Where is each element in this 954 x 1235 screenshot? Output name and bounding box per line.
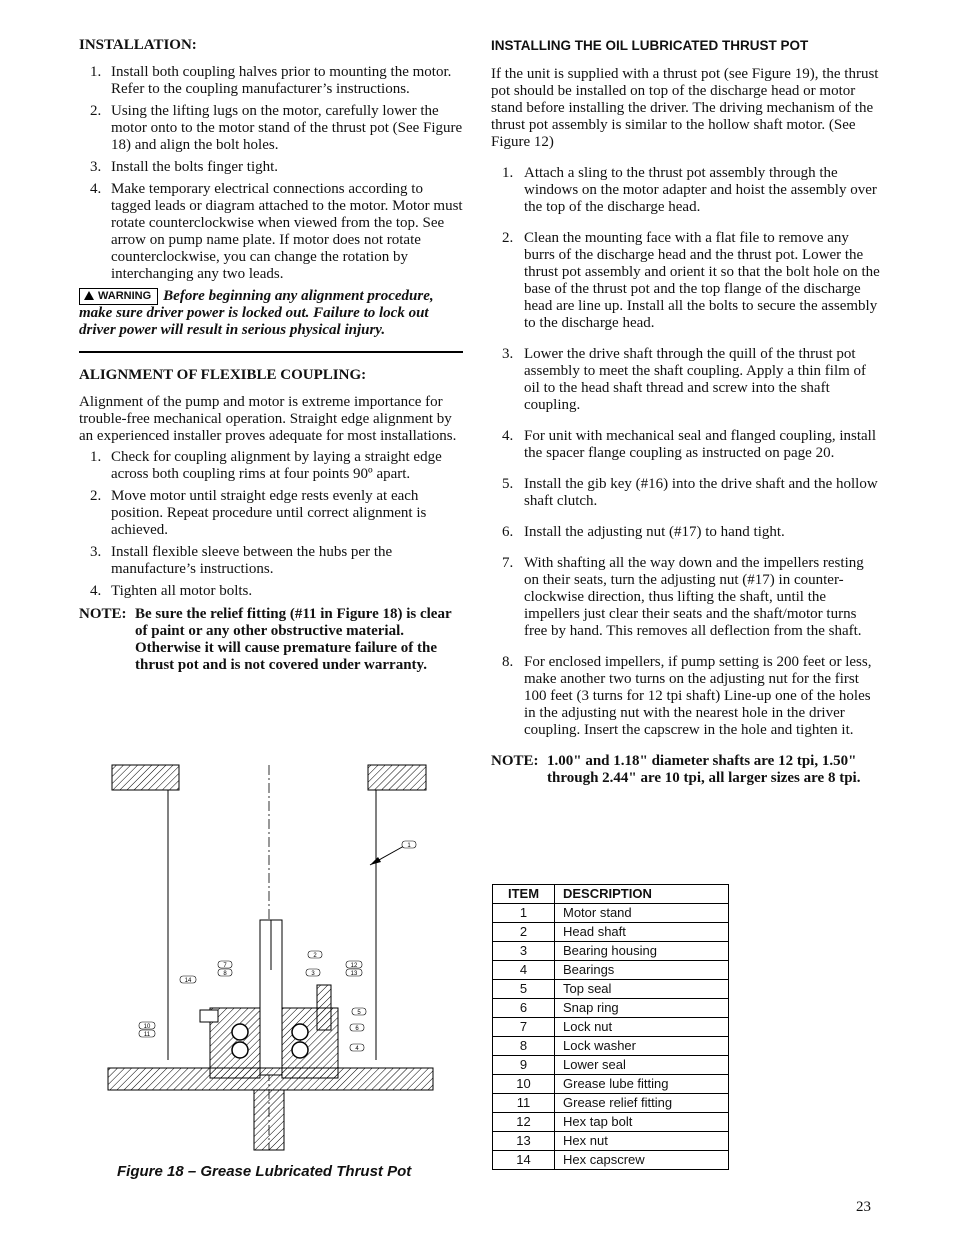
- step-number: 4.: [502, 428, 514, 444]
- grease-lube-fitting: [200, 1010, 218, 1022]
- description-cell: Lower seal: [555, 1056, 729, 1075]
- oil-step: [491, 428, 881, 462]
- step-number: 7.: [502, 555, 514, 571]
- item-cell: 2: [493, 923, 555, 942]
- table-row: [493, 1113, 729, 1132]
- description-cell: Head shaft: [555, 923, 729, 942]
- step-number: 1.: [90, 64, 102, 80]
- oil-step: [491, 230, 881, 332]
- shaft-tpi-note: [491, 753, 881, 787]
- warning-block: [79, 288, 463, 339]
- step-number: 3.: [90, 544, 102, 560]
- step-number: 4.: [90, 583, 102, 599]
- note-label: NOTE:: [491, 753, 539, 769]
- page-number: 23: [856, 1199, 871, 1215]
- step-text: With shafting all the way down and the impellers resting on their seats, turn the adjusting nut (#17) in counter-clockwise direction, thus lifting the shaft, until the impellers just clear their seats and the shaft/motor turns free by hand. This removes all deflection from the shaft.: [524, 555, 864, 639]
- description-cell: Snap ring: [555, 999, 729, 1018]
- column-header-item: ITEM: [493, 885, 555, 904]
- table-row: [493, 923, 729, 942]
- description-cell: Hex nut: [555, 1132, 729, 1151]
- callout-label: 14: [184, 978, 192, 984]
- warning-triangle-icon: [84, 291, 94, 300]
- callout-label: 2: [313, 953, 317, 959]
- item-cell: 13: [493, 1132, 555, 1151]
- table-row: [493, 942, 729, 961]
- step-text: Tighten all motor bolts.: [111, 583, 253, 599]
- installation-step: [79, 64, 463, 98]
- oil-step: [491, 555, 881, 640]
- warning-label: WARNING: [98, 290, 152, 302]
- installation-step: [79, 159, 463, 176]
- alignment-intro: Alignment of the pump and motor is extreme importance for trouble-free mechanical operation. Straight edge alignment by an experienced installer proves adequate for most installations.: [79, 394, 457, 444]
- threaded-shaft-end: [254, 1090, 284, 1150]
- oil-step: [491, 165, 881, 216]
- step-text: Install flexible sleeve between the hubs per the manufacture’s instructions.: [111, 544, 393, 577]
- alignment-steps: [79, 449, 463, 600]
- table-row: [493, 999, 729, 1018]
- warning-text: Before beginning any alignment procedure, make sure driver power is locked out. Failure to lock out driver power will result in serious physical injury.: [79, 288, 434, 338]
- callout-label: 1: [407, 843, 411, 849]
- note-label: NOTE:: [79, 606, 127, 622]
- alignment-heading: ALIGNMENT OF FLEXIBLE COUPLING:: [79, 367, 367, 383]
- installation-steps: [79, 64, 463, 283]
- alignment-step: [79, 583, 463, 600]
- base-flange: [108, 1068, 433, 1090]
- step-number: 1.: [502, 165, 514, 181]
- callout-label: 11: [143, 1032, 151, 1038]
- oil-thrust-pot-heading: INSTALLING THE OIL LUBRICATED THRUST POT: [491, 38, 809, 53]
- table-row: [493, 961, 729, 980]
- step-text: For enclosed impellers, if pump setting is 200 feet or less, make another two turns on the adjusting nut for the first 100 feet (3 turns for 12 tpi shaft) Line-up one of the holes in the adjusting nut with the nearest hole in the driver coupling. Insert the capscrew in the hole and tighten it.: [524, 654, 872, 738]
- step-text: For unit with mechanical seal and flanged coupling, install the spacer flange coupling as instructed on page 20.: [524, 428, 876, 461]
- relief-fitting-note: [79, 606, 463, 674]
- motor-stand-top-flange-left: [112, 765, 179, 790]
- callout-label: 8: [223, 971, 227, 977]
- description-cell: Grease lube fitting: [555, 1075, 729, 1094]
- column-header-description: DESCRIPTION: [555, 885, 729, 904]
- table-header-row: [493, 885, 729, 904]
- callout-label: 12: [350, 963, 358, 969]
- description-cell: Motor stand: [555, 904, 729, 923]
- description-cell: Grease relief fitting: [555, 1094, 729, 1113]
- oil-step: [491, 346, 881, 414]
- item-cell: 14: [493, 1151, 555, 1170]
- description-cell: Lock nut: [555, 1018, 729, 1037]
- oil-thrust-pot-intro: If the unit is supplied with a thrust pot (see Figure 19), the thrust pot should be installed on top of the discharge head or motor stand before installing the driver. The driving mechanism of the thrust pot assembly is similar to the hollow shaft motor. (See Figure 12): [491, 66, 879, 150]
- description-cell: Lock washer: [555, 1037, 729, 1056]
- table-row: [493, 1151, 729, 1170]
- alignment-step: [79, 544, 463, 578]
- step-text: Make temporary electrical connections according to tagged leads or diagram attached to the motor. Motor must rotate counterclockwise when viewed from the top. See arrow on pump name plate. If motor does not rotate counterclockwise, you can change the rotation by interchanging any two leads.: [111, 181, 463, 282]
- figure-caption: Figure 18 – Grease Lubricated Thrust Pot: [117, 1163, 412, 1180]
- step-number: 2.: [90, 103, 102, 119]
- section-divider: [79, 351, 463, 353]
- table-row: [493, 1094, 729, 1113]
- item-cell: 4: [493, 961, 555, 980]
- callout-label: 6: [355, 1026, 359, 1032]
- description-cell: Bearings: [555, 961, 729, 980]
- table-row: [493, 1056, 729, 1075]
- alignment-step: [79, 449, 463, 483]
- bearing-ball-right-upper: [292, 1024, 308, 1040]
- left-column: [79, 37, 463, 674]
- table-row: [493, 1075, 729, 1094]
- table-row: [493, 904, 729, 923]
- step-number: 2.: [90, 488, 102, 504]
- callout-label: 5: [357, 1010, 361, 1016]
- step-text: Clean the mounting face with a flat file to remove any burrs of the discharge head and the thrust pot. Lower the thrust pot assembly and orient it so that the bolt hole on the base of the thrust pot and the top flange of the discharge head are line up. Install all the bolts to secure the assembly to the discharge head.: [524, 230, 880, 331]
- callout-label: 7: [223, 963, 227, 969]
- step-text: Move motor until straight edge rests evenly at each position. Repeat procedure until correct alignment is achieved.: [111, 488, 427, 538]
- step-text: Install the bolts finger tight.: [111, 159, 279, 175]
- callout-label: 3: [311, 971, 315, 977]
- item-cell: 10: [493, 1075, 555, 1094]
- description-cell: Bearing housing: [555, 942, 729, 961]
- bearing-ball-left-lower: [232, 1042, 248, 1058]
- motor-stand-top-flange-right: [368, 765, 426, 790]
- item-cell: 9: [493, 1056, 555, 1075]
- item-cell: 12: [493, 1113, 555, 1132]
- description-cell: Hex tap bolt: [555, 1113, 729, 1132]
- table-row: [493, 1132, 729, 1151]
- step-number: 5.: [502, 476, 514, 492]
- callout-label: 10: [143, 1024, 151, 1030]
- step-number: 3.: [90, 159, 102, 175]
- callout-label: 4: [355, 1046, 359, 1052]
- step-number: 3.: [502, 346, 514, 362]
- hex-tap-bolt: [317, 985, 331, 1030]
- bearing-ball-left-upper: [232, 1024, 248, 1040]
- table-row: [493, 1037, 729, 1056]
- step-number: 2.: [502, 230, 514, 246]
- alignment-step: [79, 488, 463, 539]
- warning-badge: [79, 288, 158, 305]
- step-text: Check for coupling alignment by laying a straight edge across both coupling rims at four points 90º apart.: [111, 449, 442, 482]
- step-number: 1.: [90, 449, 102, 465]
- bearing-ball-right-lower: [292, 1042, 308, 1058]
- step-text: Install both coupling halves prior to mounting the motor. Refer to the coupling manufacturer’s instructions.: [111, 64, 452, 97]
- step-number: 8.: [502, 654, 514, 670]
- thrust-pot-diagram: [100, 760, 440, 1155]
- step-text: Install the adjusting nut (#17) to hand tight.: [524, 524, 785, 540]
- note-text: Be sure the relief fitting (#11 in Figure 18) is clear of paint or any other obstructive material. Otherwise it will cause premature failure of the thrust pot and is not covered under warranty.: [135, 606, 452, 673]
- oil-thrust-pot-steps: [491, 165, 881, 739]
- item-cell: 6: [493, 999, 555, 1018]
- step-number: 4.: [90, 181, 102, 197]
- note-text: 1.00" and 1.18" diameter shafts are 12 tpi, 1.50" through 2.44" are 10 tpi, all larger sizes are 8 tpi.: [547, 753, 861, 786]
- table-row: [493, 1018, 729, 1037]
- item-cell: 8: [493, 1037, 555, 1056]
- item-cell: 7: [493, 1018, 555, 1037]
- oil-step: [491, 476, 881, 510]
- step-text: Using the lifting lugs on the motor, carefully lower the motor onto to the motor stand of the thrust pot (See Figure 18) and align the bolt holes.: [111, 103, 463, 153]
- step-text: Attach a sling to the thrust pot assembly through the windows on the motor adapter and hoist the assembly over the top of the discharge head.: [524, 165, 877, 215]
- item-cell: 3: [493, 942, 555, 961]
- description-cell: Hex capscrew: [555, 1151, 729, 1170]
- item-cell: 11: [493, 1094, 555, 1113]
- step-number: 6.: [502, 524, 514, 540]
- oil-step: [491, 654, 881, 739]
- callout-label: 13: [350, 971, 358, 977]
- description-cell: Top seal: [555, 980, 729, 999]
- oil-step: [491, 524, 881, 541]
- step-text: Lower the drive shaft through the quill of the thrust pot assembly to meet the shaft coupling. Apply a thin film of oil to the head shaft thread and screw into the shaft coupling.: [524, 346, 867, 413]
- item-cell: 5: [493, 980, 555, 999]
- right-column: [491, 37, 881, 787]
- item-cell: 1: [493, 904, 555, 923]
- installation-step: [79, 181, 463, 283]
- parts-table: [492, 884, 729, 1170]
- table-row: [493, 980, 729, 999]
- step-text: Install the gib key (#16) into the drive shaft and the hollow shaft clutch.: [524, 476, 878, 509]
- installation-heading: INSTALLATION:: [79, 37, 197, 53]
- installation-step: [79, 103, 463, 154]
